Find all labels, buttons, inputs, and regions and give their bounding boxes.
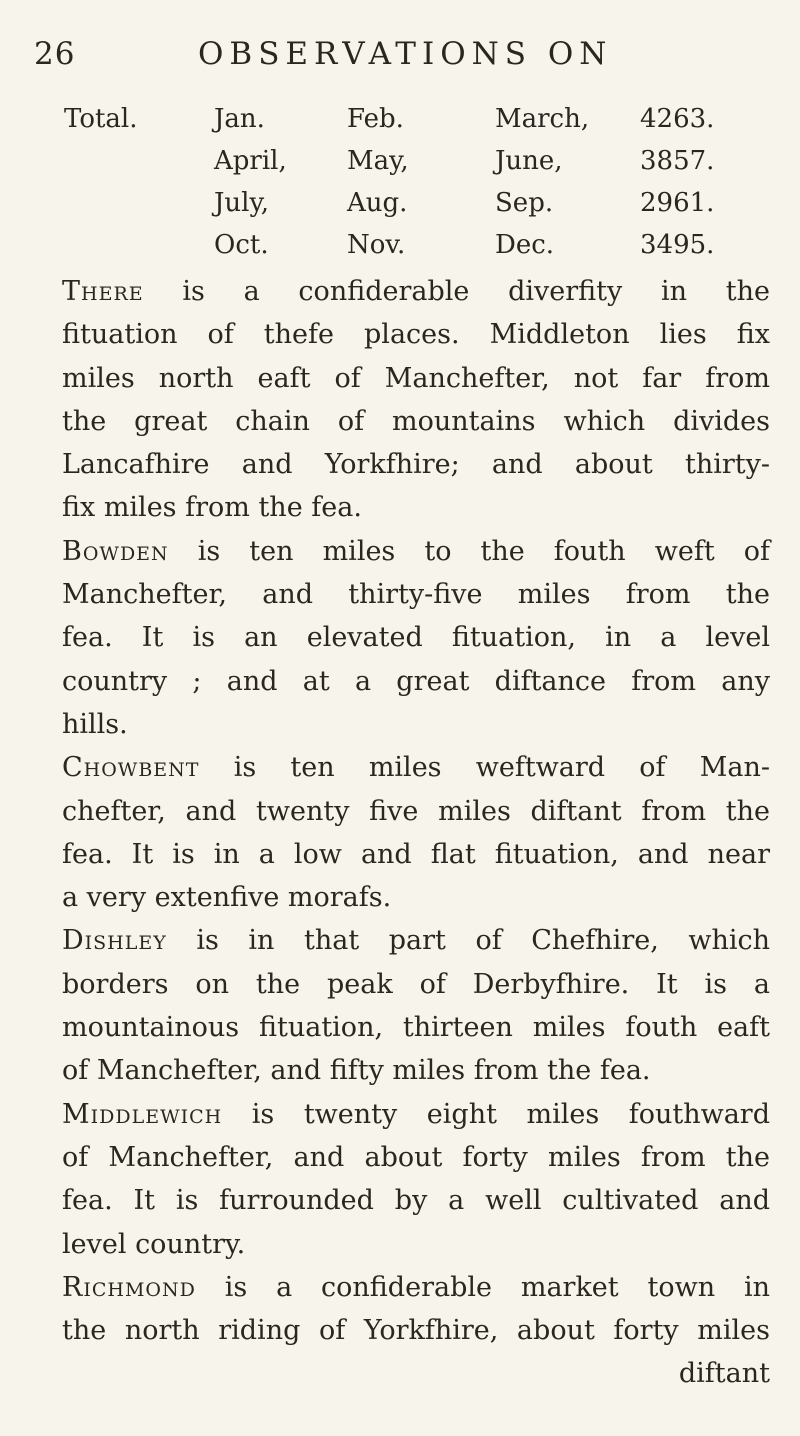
text-line: level country.	[62, 1228, 246, 1260]
catchword: diftant	[678, 1358, 770, 1390]
table-row	[0, 188, 800, 230]
text-line: fix miles from the fea.	[62, 492, 362, 524]
table-cell-total: 4263.	[640, 104, 715, 134]
place-name: Richmond	[62, 1271, 196, 1303]
text-line: a very extenfive morafs.	[62, 882, 392, 914]
table-row	[0, 146, 800, 188]
text-line	[62, 270, 770, 313]
table-cell: Feb.	[347, 104, 404, 134]
text-line: the great chain of mountains which divides	[62, 405, 770, 437]
text-line: of Manchefter, and about forty miles from the	[62, 1141, 770, 1173]
table-cell: July,	[214, 188, 269, 218]
table-cell: Dec.	[495, 230, 555, 260]
text-line: of Manchefter, and fifty miles from the fea.	[62, 1055, 651, 1087]
text-line: the north riding of Yorkfhire, about forty miles	[62, 1315, 770, 1347]
line-text: is ten miles weftward of Man-	[233, 752, 770, 784]
text-line: fea. It is an elevated fituation, in a level	[62, 622, 770, 654]
table-cell: Nov.	[347, 230, 406, 260]
table-cell: Aug.	[347, 188, 408, 218]
monthly-totals-table	[0, 104, 800, 272]
line-text: is a confiderable diverfity in the	[182, 276, 770, 307]
line-text: is ten miles to the fouth weft of	[197, 535, 770, 567]
text-line	[62, 746, 770, 789]
table-row	[0, 104, 800, 146]
table-cell: April,	[214, 146, 287, 176]
table-cell: Jan.	[214, 104, 265, 134]
text-line: Lancafhire and Yorkfhire; and about thirty-	[62, 449, 770, 481]
place-name: There	[62, 276, 144, 307]
text-line: fea. It is furrounded by a well cultivated and	[62, 1185, 770, 1217]
table-cell-total: 3857.	[640, 146, 715, 176]
page-number: 26	[34, 36, 76, 72]
text-line	[62, 919, 770, 962]
text-line: Manchefter, and thirty-five miles from the	[62, 579, 770, 611]
body-text	[62, 270, 770, 1396]
place-name: Dishley	[62, 925, 167, 957]
table-cell-total: 3495.	[640, 230, 715, 260]
page-header	[0, 36, 800, 86]
text-line: miles north eaft of Manchefter, not far from	[62, 362, 770, 394]
text-line: fituation of thefe places. Middleton lies fix	[62, 319, 770, 351]
table-cell: May,	[347, 146, 409, 176]
running-title: OBSERVATIONS ON	[198, 36, 613, 72]
text-line: hills.	[62, 708, 128, 740]
line-text: is twenty eight miles fouthward	[251, 1098, 770, 1130]
table-cell-total: 2961.	[640, 188, 715, 218]
line-text: is in that part of Chefhire, which	[196, 925, 770, 957]
text-line	[62, 1093, 770, 1136]
place-name: Chowbent	[62, 752, 200, 784]
table-cell: March,	[495, 104, 590, 134]
text-line: chefter, and twenty five miles diftant from the	[62, 795, 770, 827]
table-cell: June,	[495, 146, 563, 176]
text-line: fea. It is in a low and flat fituation, and near	[62, 838, 770, 870]
text-line	[62, 530, 770, 573]
text-line: mountainous fituation, thirteen miles fouth eaft	[62, 1012, 770, 1044]
text-line	[62, 1266, 770, 1309]
table-label: Total.	[64, 104, 138, 134]
line-text: is a confiderable market town in	[224, 1271, 770, 1303]
place-name: Middlewich	[62, 1098, 223, 1130]
table-row	[0, 230, 800, 272]
table-cell: Sep.	[495, 188, 554, 218]
place-name: Bowden	[62, 535, 169, 567]
table-cell: Oct.	[214, 230, 269, 260]
text-line: country ; and at a great diftance from any	[62, 665, 770, 697]
text-line: borders on the peak of Derbyfhire. It is a	[62, 968, 770, 1000]
